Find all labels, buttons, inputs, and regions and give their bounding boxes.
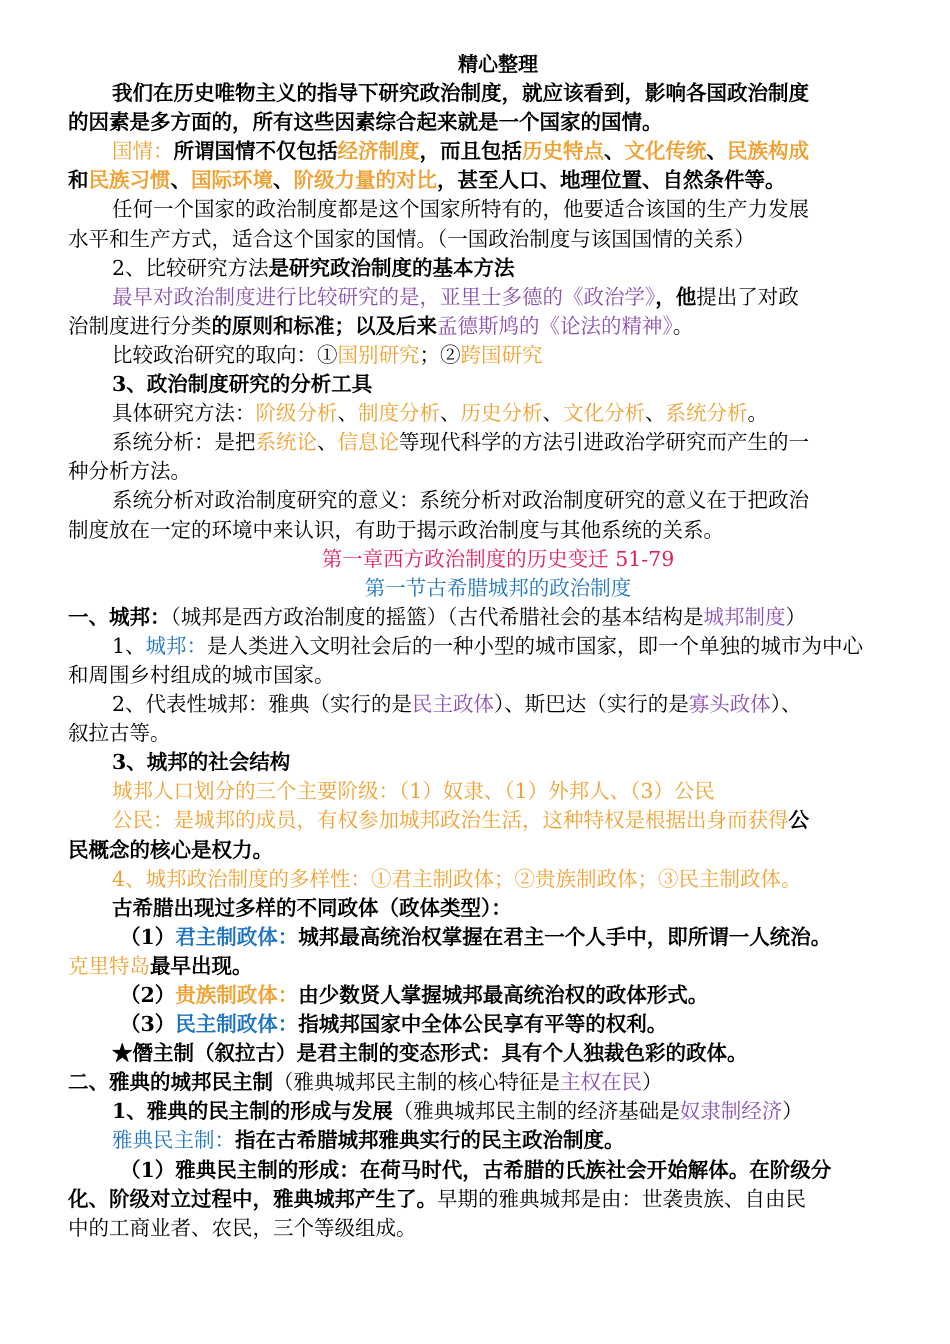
text: 、: [440, 401, 461, 426]
form-1-line-2: [68, 952, 928, 981]
para-line: 水平和生产方式，适合这个国家的国情。（一国政治制度与该国国情的关系）: [68, 226, 755, 251]
heading-num: 2、比较研究方法: [112, 255, 269, 280]
text: ）: [785, 604, 806, 629]
text: 比较政治研究的取向：: [112, 342, 317, 367]
term: 主权在民: [560, 1070, 642, 1095]
term: 国际环境: [191, 168, 273, 193]
text: 早期的雅典城邦是由：世袭贵族、自由民: [437, 1186, 806, 1211]
para-line: 中的工商业者、农民，三个等级组成。: [68, 1215, 417, 1240]
text: 、: [337, 401, 358, 426]
text: 、: [273, 168, 294, 193]
term: 系统论: [255, 430, 317, 455]
sys-line: [68, 428, 928, 457]
text: 治制度进行分类: [68, 313, 212, 338]
cs2-line: [68, 690, 928, 719]
para-line: 系统分析对政治制度研究的意义：系统分析对政治制度研究的意义在于把政治: [112, 488, 809, 513]
heading-3: 3、政治制度研究的分析工具: [112, 372, 373, 397]
heading-text: 1、雅典的民主制的形成与发展: [112, 1099, 393, 1124]
term: 君主制政体：: [175, 924, 299, 949]
earliest-line: [68, 283, 928, 312]
text: ；: [419, 342, 440, 367]
ath1-line: [68, 1097, 928, 1126]
heading-text: 3、城邦的社会结构: [112, 750, 291, 775]
heading-text: 一、城邦：: [68, 604, 171, 629]
text: 、: [170, 168, 191, 193]
para-line: 的因素是多方面的，所有这些因素综合起来就是一个国家的国情。: [68, 110, 663, 135]
term: 系统分析: [665, 401, 748, 426]
term: 阶级分析: [255, 401, 338, 426]
heading-text: 是研究政治制度的基本方法: [268, 255, 515, 280]
text: （2）: [120, 983, 176, 1007]
term: 历史分析: [460, 401, 543, 426]
heading-2: [68, 254, 928, 283]
term: 民族构成: [727, 139, 809, 164]
text: 、: [317, 430, 338, 455]
earliest-line-2: [68, 312, 928, 341]
text: 等现代科学的方法引进政治学研究而产生的一: [399, 430, 809, 455]
heading-text: 二、雅典的城邦民主制: [68, 1070, 273, 1095]
term: 制度分析: [358, 401, 440, 426]
text: 。: [747, 401, 768, 426]
term: 民族习惯: [88, 168, 171, 193]
para-line: 民概念的核心是权力。: [68, 837, 273, 862]
para-line: 叙拉古等。: [68, 721, 171, 746]
text: （1）: [120, 924, 176, 949]
forms-line: 古希腊出现过多样的不同政体（政体类型）：: [112, 895, 512, 920]
text: 指城邦国家中全体公民享有平等的权利。: [298, 1012, 668, 1037]
chapter-title: 第一章西方政治制度的历史变迁 51-79: [321, 546, 675, 571]
text: 、: [645, 401, 666, 426]
para-line: 任何一个国家的政治制度都是这个国家所特有的，他要适合该国的生产力发展: [112, 197, 809, 222]
para-line: 和周围乡村组成的城市国家。: [68, 662, 335, 687]
guoqing-line-2: [68, 166, 928, 195]
text: 1、: [112, 633, 146, 658]
para-line: 制度放在一定的环境中来认识，有助于揭示政治制度与其他系统的关系。: [68, 517, 724, 542]
methods-line: [68, 399, 928, 428]
s2-heading-line: [68, 1068, 928, 1097]
text: ）: [782, 1099, 803, 1124]
term: 经济制度: [337, 139, 420, 164]
doc-title: 精心整理: [458, 52, 538, 76]
cs4-line: 4、城邦政治制度的多样性：①君主制政体；②贵族制政体；③民主制政体。: [112, 866, 802, 891]
para-line: （1）雅典民主制的形成：在荷马时代，古希腊的氏族社会开始解体。在阶级分: [120, 1157, 832, 1182]
athdef-line: [68, 1126, 928, 1155]
form-1-line: [68, 923, 928, 952]
term: 国别研究: [337, 342, 420, 367]
text: 是人类进入文明社会后的一种小型的城市国家，即一个单独的城市为中心: [207, 633, 864, 658]
term-aristotle: 亚里士多德的《政治学》: [440, 284, 656, 309]
text: 系统分析：是把: [112, 430, 256, 455]
term: 文化传统: [624, 139, 707, 164]
text: 2、代表性城邦：雅典（实行的是: [112, 692, 413, 717]
term-montesquieu: 孟德斯鸠的《论法的精神》: [437, 313, 673, 338]
form-3-line: [68, 1010, 928, 1039]
term: 民主政体: [412, 692, 495, 717]
para-line: 种分析方法。: [68, 459, 191, 484]
text: 、: [604, 139, 625, 164]
text: ，他: [655, 284, 697, 309]
text: ，甚至人口、地理位置、自然条件等。: [437, 168, 786, 193]
text: 、: [542, 401, 563, 426]
term: 贵族制政体：: [175, 983, 299, 1007]
text: （雅典城邦民主制的经济基础是: [392, 1099, 680, 1124]
term: 城邦：: [145, 633, 208, 658]
term: 城邦制度: [703, 604, 786, 629]
text: ②: [440, 342, 461, 367]
text: （城邦是西方政治制度的摇篮）（古代希腊社会的基本结构是: [170, 604, 704, 629]
term: 信息论: [337, 430, 399, 455]
term: 文化分析: [563, 401, 645, 426]
approach-line: [68, 341, 928, 370]
term: 寡头政体: [688, 692, 771, 717]
text-purple: 最早对政治制度进行比较研究的是，: [112, 284, 440, 309]
text: 、: [706, 139, 727, 164]
para-line: 我们在历史唯物主义的指导下研究政治制度，就应该看到，影响各国政治制度: [112, 81, 809, 106]
text: 公: [788, 808, 809, 833]
text: （3）: [120, 1012, 176, 1037]
text: ，而且包括: [419, 139, 522, 164]
term: 民主制政体：: [175, 1012, 299, 1037]
term: 克里特岛: [68, 953, 150, 978]
text: 指在古希腊城邦雅典实行的民主政治制度。: [235, 1128, 625, 1153]
text: 的原则和标准；以及后来: [211, 313, 437, 338]
cs-heading-line: [68, 603, 928, 632]
form-2-line: [68, 981, 928, 1010]
citizen-line: [68, 806, 928, 835]
text: 具体研究方法：: [112, 401, 256, 426]
tyranny-line: ★僭主制（叙拉古）是君主制的变态形式：具有个人独裁色彩的政体。: [112, 1041, 748, 1066]
text: 所谓国情不仅包括: [173, 139, 338, 164]
cs1-line: [68, 632, 928, 661]
term: 跨国研究: [460, 342, 543, 367]
text: 。: [672, 313, 694, 338]
term: 雅典民主制：: [112, 1128, 235, 1153]
strata-line: 城邦人口划分的三个主要阶级：（1）奴隶、（1）外邦人、（3）公民: [112, 779, 715, 804]
athform-line-2: [68, 1185, 928, 1214]
text: 提出了对政: [696, 284, 799, 309]
text: 化、阶级对立过程中，雅典城邦产生了。: [68, 1186, 437, 1211]
text: 由少数贤人掌握城邦最高统治权的政体形式。: [298, 983, 709, 1007]
text: 和: [68, 168, 89, 193]
section-title: 第一节古希腊城邦的政治制度: [364, 575, 632, 600]
text: ）: [642, 1070, 663, 1095]
text: 城邦最高统治权掌握在君主一个人手中，即所谓一人统治。: [298, 924, 832, 949]
text: 最早出现。: [150, 953, 253, 978]
document-page: [68, 50, 928, 1243]
term-guoqing: 国情：: [112, 139, 174, 164]
term: 阶级力量的对比: [293, 168, 437, 193]
guoqing-line: [68, 137, 928, 166]
text-orange: 公民：是城邦的成员，有权参加城邦政治生活，这种特权是根据出身而获得: [112, 808, 789, 833]
term: 奴隶制经济: [679, 1099, 783, 1124]
text: ①: [317, 342, 338, 367]
text: ）、: [770, 692, 802, 717]
text: （雅典城邦民主制的核心特征是: [273, 1070, 560, 1095]
term: 历史特点: [522, 139, 604, 164]
text: ）、斯巴达（实行的是: [494, 692, 689, 717]
